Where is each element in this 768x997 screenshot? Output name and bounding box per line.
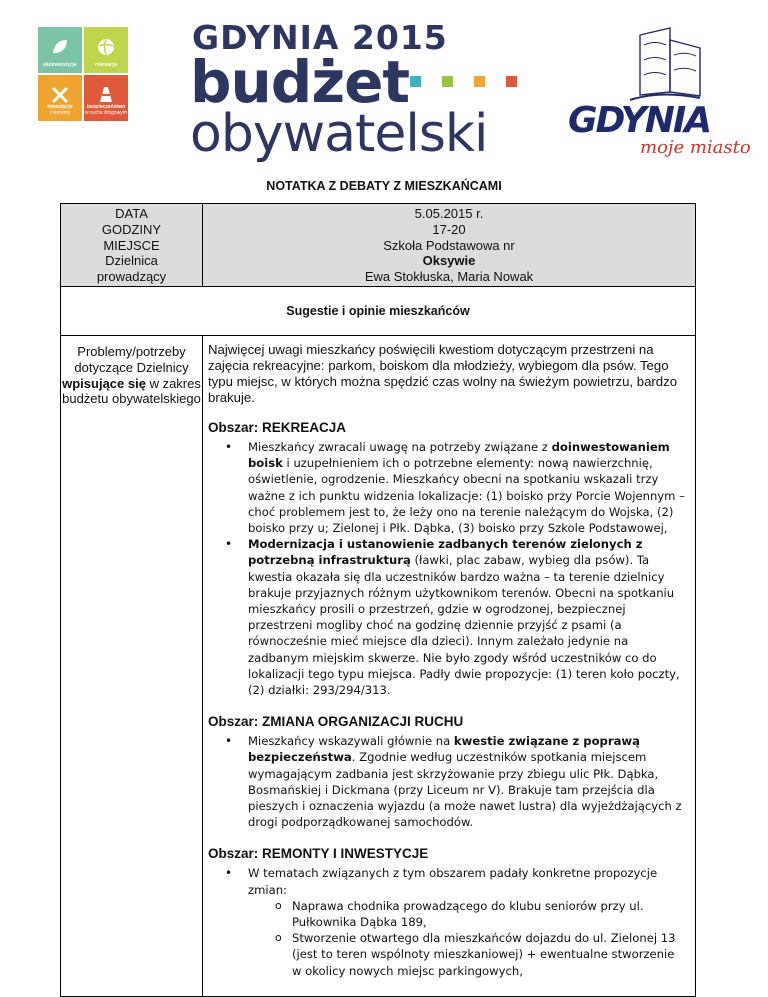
meta-row [61, 204, 695, 287]
meta-value-hours: 17-20 [432, 221, 466, 237]
meta-label-hours: GODZINY [101, 221, 162, 237]
tile-label [84, 104, 128, 116]
area-title-ruch: Obszar: ZMIANA ORGANIZACJI RUCHU [208, 714, 464, 730]
title-obywatelski: obywatelski [190, 104, 488, 164]
remonty-list [208, 865, 687, 978]
meta-label-hosts: prowadzący [96, 269, 167, 285]
body-row [61, 336, 695, 996]
city-logo-word: GDYNIA [568, 100, 711, 141]
problems-content [203, 336, 695, 996]
ruch-list [208, 733, 687, 830]
title-year: GDYNIA 2015 [192, 18, 448, 57]
meta-label-place: MIEJSCE [103, 237, 160, 253]
tile-label-main: inwestycje [47, 104, 73, 110]
document-title: NOTATKA Z DEBATY Z MIESZKAŃCAMI [266, 179, 502, 193]
meta-value-hosts: Ewa Stokłuska, Maria Nowak [364, 269, 534, 285]
tile-ekoinwestycje [38, 27, 82, 73]
tile-label-sub: i remonty [49, 110, 71, 116]
problems-label [61, 336, 203, 996]
list-item: • Mieszkańcy zwracali uwagę na potrzeby związane z doinwestowaniem boisk i uzupełnieniem ich o potrzebne elementy: nową nawierzchnię, oświetlenie, ogrodzenie. Mieszkańcy obecni na spotkaniu wskazali trzy ważne z ich punktu widzenia lokalizacje: (1) boisko przy Porcie Wojennym – choć problemem jest to, że leży ono na terenie należącym do Wojska, (2) boisko przy u; Zielonej i Płk. Dąbka, (3) boisko przy Szkole Podstawowej, [248, 439, 687, 536]
problems-label-bold: wpisujące się [62, 375, 146, 391]
tile-rekreacja [84, 27, 128, 73]
square-2 [442, 76, 453, 87]
notes-table [60, 203, 696, 997]
meta-value-place: Szkoła Podstawowa nr [383, 237, 515, 253]
problems-label-part1: Problemy/potrzeby dotyczące Dzielnicy [74, 344, 189, 375]
rekreacja-list [208, 439, 687, 698]
meta-label-district: Dzielnica [105, 253, 158, 269]
meta-label-date: DATA [115, 206, 148, 221]
problems-label-part2: w zakres budżetu obywatelskiego [62, 375, 201, 407]
cone-icon [96, 85, 116, 105]
meta-value-district: Oksywie [422, 253, 476, 269]
city-logo-subtitle: moje miasto [640, 137, 751, 158]
area-title-rekreacja: Obszar: REKREACJA [208, 420, 347, 435]
tile-label: ekoinwestycje [43, 62, 77, 68]
area-title-remonty: Obszar: REMONTY I INWESTYCJE [208, 846, 429, 862]
square-1 [410, 76, 421, 87]
leaf-icon [50, 37, 70, 57]
tile-bezpieczenstwo [84, 75, 128, 121]
intro-paragraph: Najwięcej uwagi mieszkańcy poświęcili kwestiom dotyczącym przestrzeni na zajęcia rekreacyjne: parkom, boiskom dla młodzieży, wybiegom dla psów. Tego typu miejsc, w których można spędzić czas wolny na świeżym powietrzu, bardzo brakuje. [208, 342, 678, 405]
square-3 [474, 76, 485, 87]
ball-icon [96, 37, 116, 57]
tile-label-main: bezpieczeństwo [86, 104, 126, 110]
list-item: • Modernizacja i ustanowienie zadbanych terenów zielonych z potrzebną infrastrukturą (ławki, plac zabaw, wybieg dla psów). Ta kwestia okazała się dla uczestników bardzo ważna – ta terenie dzielnicy brakuje przyjaznych różnym użytkownikom terenów. Obecni na spotkaniu mieszkańcy prosili o przestrzeń, gdzie w ogrodzonej, bezpiecznej przestrzeni mogliby choć na godzinę dziennie przyjść z psami (a równocześnie mieć miejsce dla dzieci). Innym zależało jedynie na zadbanym miejskim skwerze. Nie było zgody wśród uczestników co do lokalizacji tego typu miejsca. Padły dwie propozycje: (1) teren koło poczty, (2) działki: 293/294/313. [248, 536, 687, 698]
square-4 [506, 76, 517, 87]
sublist-item: o Naprawa chodnika prowadzącego do klubu seniorów przy ul. Pułkownika Dąbka 189, [292, 898, 687, 930]
tile-inwestycje [38, 75, 82, 121]
tile-label-sub: w ruchu drogowym [85, 110, 127, 116]
meta-values [203, 204, 695, 286]
sublist-item: o Stworzenie otwartego dla mieszkańców dojazdu do ul. Zielonej 13 (jest to teren wspólnoty mieszkaniowej) + ewentualne stworzenie w okolicy nowych miejsc parkingowych, [292, 930, 687, 979]
meta-labels [61, 204, 203, 286]
list-item: • W tematach związanych z tym obszarem padały konkretne propozycje zmian: o Naprawa chodnika prowadzącego do klubu seniorów przy ul. Pułkownika Dąbka 189, o Stworzenie otwartego dla mieszkańców dojazdu do ul. Zielonej 13 (jest to teren wspólnoty mieszkaniowej) + ewentualne stworzenie w okolicy nowych miejsc parkingowych, [248, 865, 687, 978]
tools-icon [50, 85, 70, 105]
meta-value-date: 5.05.2015 r. [414, 206, 484, 221]
title-budzet: budżet [190, 48, 410, 116]
section-header: Sugestie i opinie mieszkańców [61, 287, 695, 336]
ship-icon [600, 20, 720, 110]
list-item: • Mieszkańcy wskazywali głównie na kwestie związane z poprawą bezpieczeństwa. Zgodnie według uczestników spotkania miejscem wymagającym zadbania jest skrzyżowanie przy zbiegu ulic Płk. Dąbka, Bosmańskiej i Dickmana (przy Liceum nr V). Brakuje tam przejścia dla pieszych i oznaczenia wyjazdu (a może nawet lustra) dla wyjeżdżających z drogi podporządkowanej samochodów. [248, 733, 687, 830]
tile-label [38, 104, 82, 116]
tile-label: rekreacja [95, 62, 117, 68]
remonty-sublist [248, 898, 687, 979]
